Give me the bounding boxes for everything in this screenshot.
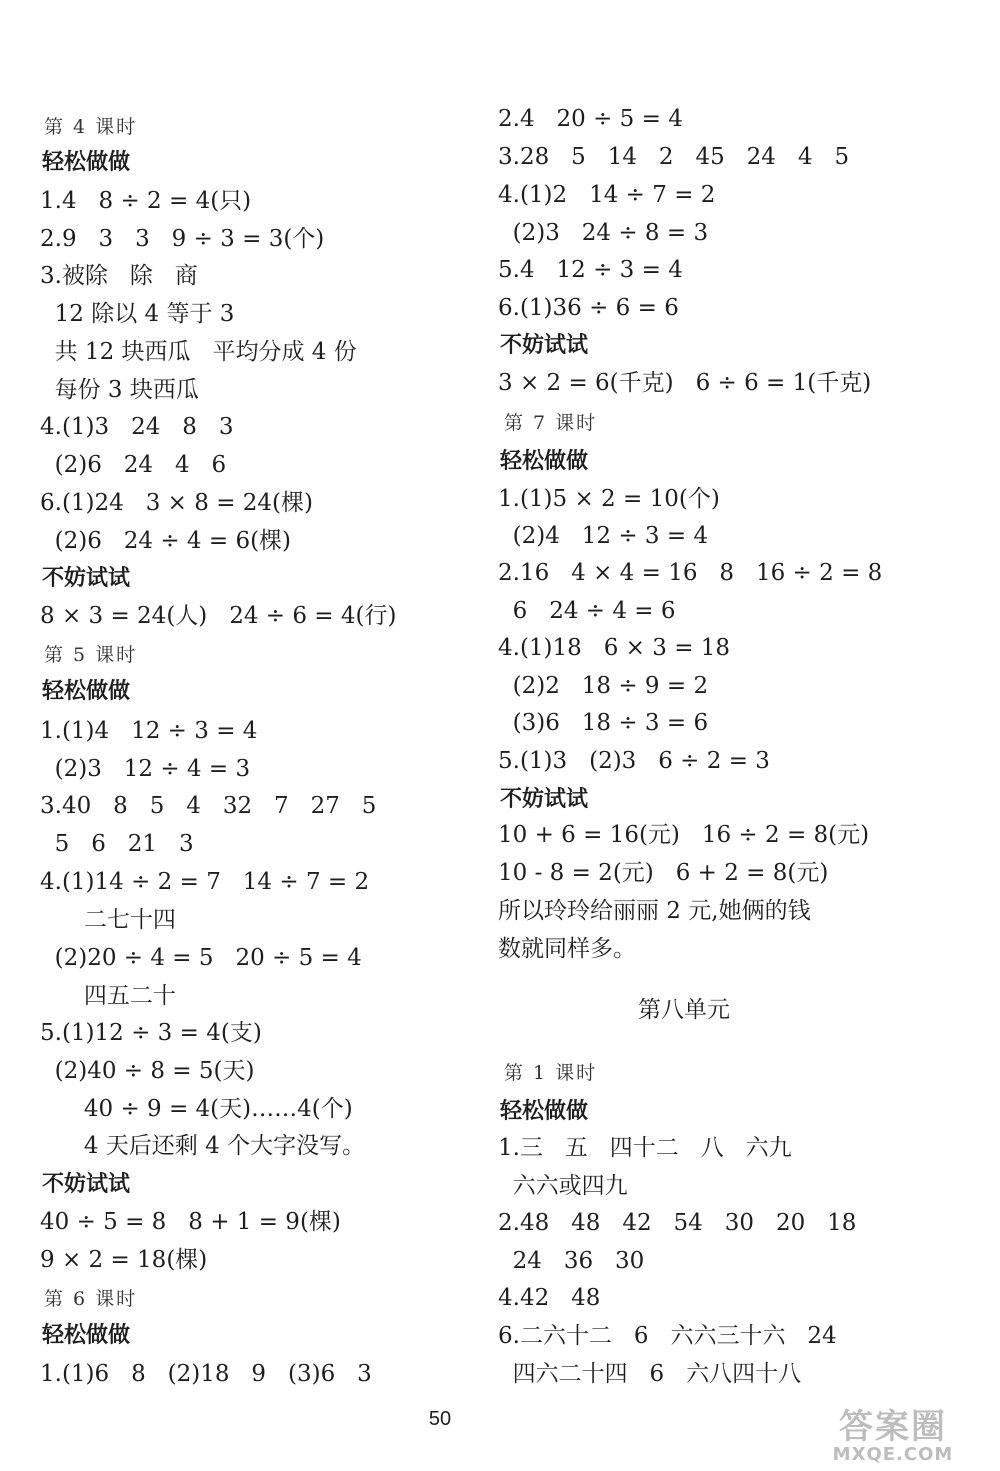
answer-line: (2)3 24 ÷ 8 = 3 xyxy=(498,220,709,246)
section-heading: 不妨试试 xyxy=(500,333,589,358)
section-heading: 不妨试试 xyxy=(42,1172,131,1197)
section-heading: 轻松做做 xyxy=(500,449,589,474)
answer-line: 2.16 4 × 4 = 16 8 16 ÷ 2 = 8 xyxy=(498,560,883,586)
answer-line: 四六二十四 6 六八四十八 xyxy=(498,1361,802,1387)
section-heading: 轻松做做 xyxy=(42,1323,131,1348)
lesson-title: 第 5 课时 xyxy=(44,644,138,666)
answer-line: (2)40 ÷ 8 = 5(天) xyxy=(40,1058,255,1084)
section-heading: 轻松做做 xyxy=(42,679,131,704)
page-number: 50 xyxy=(428,1408,452,1430)
answer-line: 二七十四 xyxy=(40,907,176,933)
answer-line: 每份 3 块西瓜 xyxy=(40,377,199,403)
answer-line: 40 ÷ 5 = 8 8 + 1 = 9(棵) xyxy=(40,1209,341,1235)
answer-line: 2.48 48 42 54 30 20 18 xyxy=(498,1210,857,1236)
answer-line: 3 × 2 = 6(千克) 6 ÷ 6 = 1(千克) xyxy=(498,370,872,396)
answer-line: 3.28 5 14 2 45 24 4 5 xyxy=(498,144,850,170)
answer-line: 4.42 48 xyxy=(498,1285,601,1311)
unit-title: 第八单元 xyxy=(638,997,730,1023)
answer-line: 6.二六十二 6 六六三十六 24 xyxy=(498,1323,837,1349)
answer-line: 3.被除 除 商 xyxy=(40,263,198,289)
watermark-logo-text: 答案圈 xyxy=(839,1407,947,1447)
answer-line: (2)6 24 4 6 xyxy=(40,452,227,478)
answer-line: 5 6 21 3 xyxy=(40,831,194,857)
answer-line: 2.4 20 ÷ 5 = 4 xyxy=(498,106,683,132)
answer-line: 6.(1)24 3 × 8 = 24(棵) xyxy=(40,490,313,516)
answer-line: 1.(1)6 8 (2)18 9 (3)6 3 xyxy=(40,1361,372,1387)
answer-line: (2)2 18 ÷ 9 = 2 xyxy=(498,673,709,699)
answer-line: 10 + 6 = 16(元) 16 ÷ 2 = 8(元) xyxy=(498,822,870,848)
answer-line: 8 × 3 = 24(人) 24 ÷ 6 = 4(行) xyxy=(40,603,397,629)
answer-line: (2)3 12 ÷ 4 = 3 xyxy=(40,756,251,782)
section-heading: 轻松做做 xyxy=(500,1099,589,1124)
answer-line: 共 12 块西瓜 平均分成 4 份 xyxy=(40,339,357,365)
answer-line: 1.(1)5 × 2 = 10(个) xyxy=(498,486,720,512)
answer-line: 10 - 8 = 2(元) 6 + 2 = 8(元) xyxy=(498,860,829,886)
section-heading: 不妨试试 xyxy=(42,566,131,591)
answer-line: 1.(1)4 12 ÷ 3 = 4 xyxy=(40,718,258,744)
answer-line: 2.9 3 3 9 ÷ 3 = 3(个) xyxy=(40,226,325,252)
lesson-title: 第 1 课时 xyxy=(504,1062,598,1084)
answer-line: 12 除以 4 等于 3 xyxy=(40,301,235,327)
answer-line: 4 天后还剩 4 个大字没写。 xyxy=(40,1133,366,1159)
answer-line: 四五二十 xyxy=(40,983,176,1009)
answer-line: (2)6 24 ÷ 4 = 6(棵) xyxy=(40,528,292,554)
section-heading: 轻松做做 xyxy=(42,150,131,175)
answer-line: 5.(1)12 ÷ 3 = 4(支) xyxy=(40,1020,262,1046)
answer-line: 6.(1)36 ÷ 6 = 6 xyxy=(498,295,679,321)
answer-line: 3.40 8 5 4 32 7 27 5 xyxy=(40,793,377,819)
answer-line: 4.(1)2 14 ÷ 7 = 2 xyxy=(498,182,716,208)
answer-line: 数就同样多。 xyxy=(498,936,636,962)
answer-line: 4.(1)18 6 × 3 = 18 xyxy=(498,635,731,661)
lesson-title: 第 4 课时 xyxy=(44,116,138,138)
answer-line: 24 36 30 xyxy=(498,1248,645,1274)
lesson-title: 第 7 课时 xyxy=(504,412,598,434)
answer-line: 6 24 ÷ 4 = 6 xyxy=(498,598,676,624)
answer-line: 1.三 五 四十二 八 六九 xyxy=(498,1135,792,1161)
answer-line: 9 × 2 = 18(棵) xyxy=(40,1247,208,1273)
answer-line: 5.(1)3 (2)3 6 ÷ 2 = 3 xyxy=(498,748,770,774)
answer-line: 5.4 12 ÷ 3 = 4 xyxy=(498,257,683,283)
answer-line: 40 ÷ 9 = 4(天)……4(个) xyxy=(40,1096,353,1122)
watermark-site-text: MXQE.COM xyxy=(832,1444,954,1465)
answer-line: (2)4 12 ÷ 3 = 4 xyxy=(498,523,709,549)
answer-line: 1.4 8 ÷ 2 = 4(只) xyxy=(40,188,252,214)
answer-line: (2)20 ÷ 4 = 5 20 ÷ 5 = 4 xyxy=(40,945,362,971)
answer-line: 所以玲玲给丽丽 2 元,她俩的钱 xyxy=(498,898,811,924)
section-heading: 不妨试试 xyxy=(500,787,589,812)
lesson-title: 第 6 课时 xyxy=(44,1288,138,1310)
answer-line: 4.(1)3 24 8 3 xyxy=(40,414,234,440)
answer-line: (3)6 18 ÷ 3 = 6 xyxy=(498,710,709,736)
watermark xyxy=(808,1399,978,1465)
answer-line: 六六或四九 xyxy=(498,1173,628,1199)
answer-line: 4.(1)14 ÷ 2 = 7 14 ÷ 7 = 2 xyxy=(40,869,370,895)
